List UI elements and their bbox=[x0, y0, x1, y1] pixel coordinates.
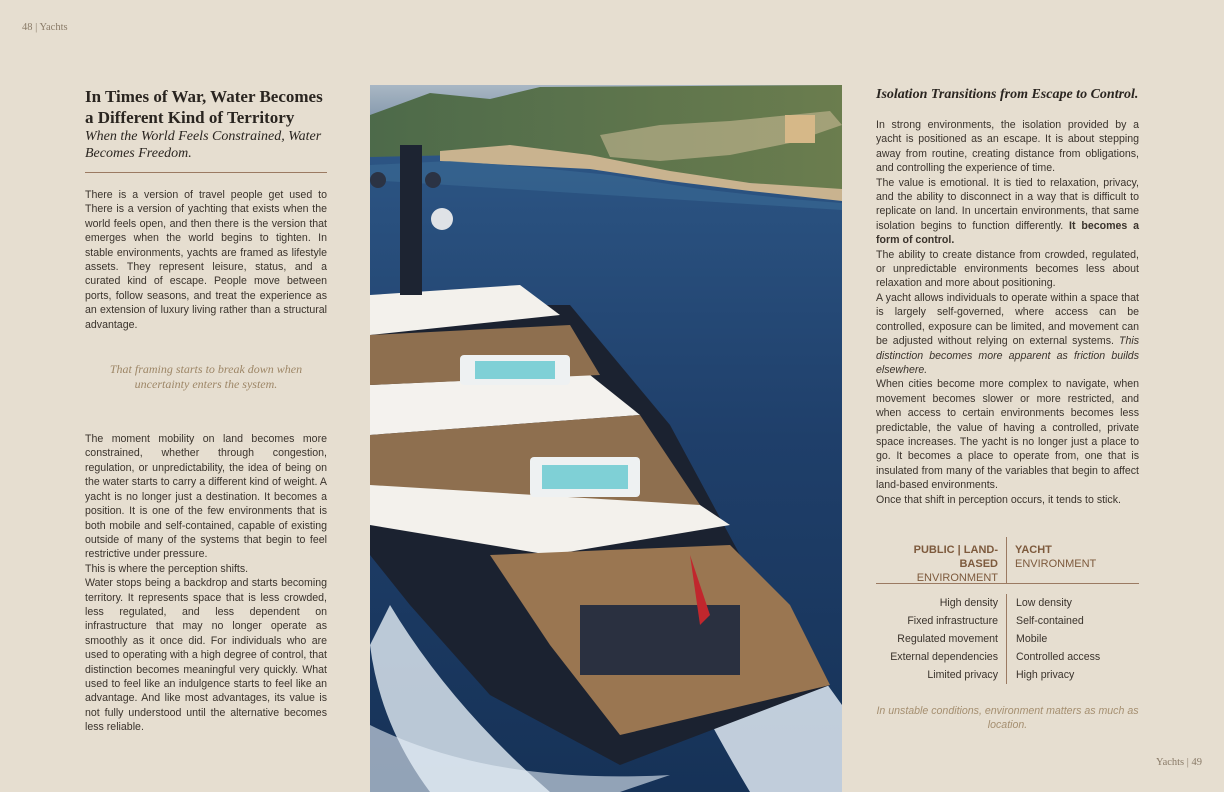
comparison-body bbox=[876, 584, 1139, 684]
land-cell: Fixed infrastructure bbox=[907, 614, 998, 627]
right-paragraph-1: In strong environments, the isolation provided by a yacht is positioned as an escape. It is about stepping away from routine, creating distance from obligations, and controlling the experience of time. bbox=[876, 119, 1139, 175]
right-paragraph-6: Once that shift in perception occurs, it tends to stick. bbox=[876, 493, 1121, 506]
yacht-cell: Mobile bbox=[1016, 632, 1048, 645]
pull-quote: That framing starts to break down when uncertainty enters the system. bbox=[109, 362, 303, 392]
right-paragraph-4 bbox=[876, 291, 1139, 377]
right-paragraph-2-text: The value is emotional. It is tied to relaxation, privacy, and the ability to disconnect in a way that is difficult to replicate on land. In uncertain environments, that same isolation begins to function differently. bbox=[876, 176, 1139, 232]
paragraph-3: This is where the perception shifts. bbox=[85, 562, 249, 575]
yacht-header bbox=[1006, 537, 1096, 583]
comparison-note: In unstable conditions, environment matters as much as location. bbox=[876, 704, 1139, 731]
paragraph-1: There is a version of travel people get used to There is a version of yachting that exists when the world feels open, and then there is the version that emerges when the world begins to tighten. In stable environments, yachts are framed as lifestyle assets. They represent leisure, status, and a curated kind of escape. People move between ports, follow seasons, and treat the experience as an extension of luxury living rather than a structural advantage. bbox=[85, 189, 327, 331]
comparison-table bbox=[876, 537, 1139, 732]
comparison-header bbox=[876, 537, 1139, 584]
left-article-column bbox=[85, 86, 327, 735]
article-subhead: When the World Feels Constrained, Water Becomes Freedom. bbox=[85, 129, 322, 161]
right-paragraph-3: The ability to create distance from crowded, regulated, or unpredictable environments becomes less about relaxation and more about positioning. bbox=[876, 248, 1139, 290]
right-paragraph-4-text: A yacht allows individuals to operate within a space that is largely self-governed, where access can be controlled, exposure can be limited, and movement can be adjusted without relying on external systems. bbox=[876, 291, 1139, 348]
folio-right: Yachts | 49 bbox=[1156, 757, 1202, 768]
yacht-cell: High privacy bbox=[1016, 668, 1075, 681]
yacht-header-title: YACHT bbox=[1015, 543, 1052, 556]
yacht-column bbox=[1007, 594, 1100, 684]
headline-divider bbox=[85, 172, 327, 173]
right-paragraph-5: When cities become more complex to navigate, when movement becomes slower or more restricted, and when access to certain environments becomes less predictable, the value of having a controlled, private space increases. The yacht is no longer just a place to go. It becomes a place to operate from, one that is insulated from many of the variables that begin to affect land-based environments. bbox=[876, 378, 1139, 492]
section-title: Isolation Transitions from Escape to Control. bbox=[876, 87, 1139, 102]
land-header-subtitle: ENVIRONMENT bbox=[916, 571, 998, 584]
land-cell: External dependencies bbox=[890, 650, 998, 663]
yacht-cell: Controlled access bbox=[1016, 650, 1101, 663]
right-paragraph-2 bbox=[876, 176, 1139, 248]
land-header-title: PUBLIC | LAND-BASED bbox=[913, 543, 998, 570]
yacht-header-subtitle: ENVIRONMENT bbox=[1015, 557, 1097, 570]
table-header-divider bbox=[1006, 537, 1007, 583]
paragraph-4: Water stops being a backdrop and starts becoming territory. It represents space that is less crowded, less regulated, and less dependent on infrastructure that may no longer operate as smoothly as it once did. For individuals who are used to operating with a high degree of control, that distinction becomes meaningful very quickly. What used to feel like an indulgence starts to feel like an advantage. And like most advantages, its value is not fully understood until the alternative becomes less reliable. bbox=[85, 577, 327, 734]
land-cell: High density bbox=[939, 596, 998, 609]
yacht-cell: Low density bbox=[1016, 596, 1072, 609]
right-paragraph-2-emphasis: It becomes a form of control. bbox=[876, 219, 1139, 247]
land-cell: Limited privacy bbox=[927, 668, 998, 681]
article-headline: In Times of War, Water Becomes a Different Kind of Territory bbox=[85, 87, 323, 127]
land-cell: Regulated movement bbox=[897, 632, 998, 645]
land-header bbox=[876, 537, 1006, 583]
right-paragraph-4-emphasis: This distinction becomes more apparent as friction builds elsewhere. bbox=[876, 335, 1139, 376]
yacht-cell: Self-contained bbox=[1016, 614, 1084, 627]
paragraph-2: The moment mobility on land becomes more constrained, whether through congestion, regulation, or unpredictability, the idea of being on the water starts to carry a different kind of weight. A yacht is no longer just a destination. It becomes a position. It is one of the few environments that is both mobile and self-contained, capable of existing outside of many of the systems that begin to feel restrictive under pressure. bbox=[85, 433, 327, 561]
land-column bbox=[876, 594, 1007, 684]
folio-left: 48 | Yachts bbox=[22, 22, 68, 33]
right-article-column bbox=[876, 86, 1139, 732]
yacht-photo bbox=[370, 85, 842, 792]
